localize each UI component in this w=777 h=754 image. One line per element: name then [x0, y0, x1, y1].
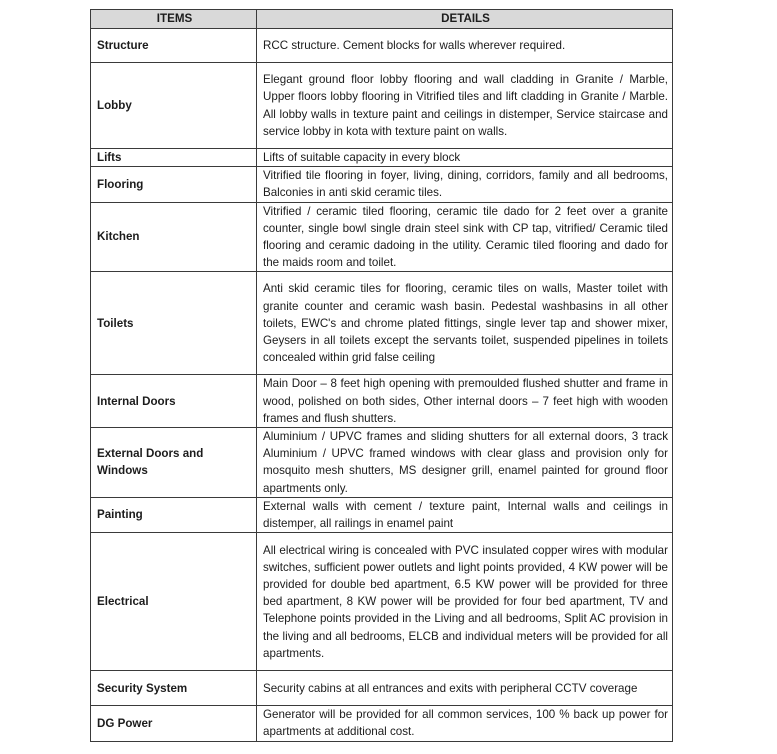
item-cell: Painting: [91, 497, 257, 532]
item-cell: External Doors and Windows: [91, 428, 257, 498]
table-row: [91, 167, 673, 202]
item-cell: Security System: [91, 671, 257, 706]
table-row: [91, 29, 673, 63]
details-cell: Main Door – 8 feet high opening with premoulded flushed shutter and frame in wood, polished on both sides, Other internal doors – 7 feet high with wooden frames and flush shutters.: [257, 375, 673, 428]
table-row: [91, 428, 673, 498]
table-row: [91, 272, 673, 375]
table-row: [91, 149, 673, 167]
table-row: [91, 533, 673, 671]
item-cell: Lobby: [91, 63, 257, 149]
table-row: [91, 706, 673, 741]
details-cell: Lifts of suitable capacity in every block: [257, 149, 673, 167]
item-cell: Internal Doors: [91, 375, 257, 428]
table-row: [91, 497, 673, 532]
item-cell: DG Power: [91, 706, 257, 741]
details-cell: RCC structure. Cement blocks for walls wherever required.: [257, 29, 673, 63]
item-cell: Structure: [91, 29, 257, 63]
table-row: [91, 671, 673, 706]
column-header-items: ITEMS: [91, 10, 257, 29]
details-cell: Anti skid ceramic tiles for flooring, ceramic tiles on walls, Master toilet with granite counter and ceramic wash basin. Pedestal washbasins in all other toilets, EWC's and chrome plated fittings, single lever tap and shower mixer, Geysers in all toilets except the servants toilet, suspended pipelines in toilets concealed within grid false ceiling: [257, 272, 673, 375]
item-cell: Lifts: [91, 149, 257, 167]
table-row: [91, 375, 673, 428]
item-cell: Electrical: [91, 533, 257, 671]
table-row: [91, 63, 673, 149]
table-header-row: [91, 10, 673, 29]
details-cell: External walls with cement / texture paint, Internal walls and ceilings in distemper, all railings in enamel paint: [257, 497, 673, 532]
details-cell: Elegant ground floor lobby flooring and wall cladding in Granite / Marble, Upper floors lobby flooring in Vitrified tiles and lift cladding in Granite / Marble. All lobby walls in texture paint and ceilings in distemper, Service staircase and service lobby in kota with texture paint on walls.: [257, 63, 673, 149]
details-cell: Aluminium / UPVC frames and sliding shutters for all external doors, 3 track Aluminium / UPVC framed windows with clear glass and provision only for mosquito mesh shutters, MS designer grill, enamel painted for ground floor apartments only.: [257, 428, 673, 498]
column-header-details: DETAILS: [257, 10, 673, 29]
table-row: [91, 202, 673, 272]
details-cell: Security cabins at all entrances and exits with peripheral CCTV coverage: [257, 671, 673, 706]
item-cell: Toilets: [91, 272, 257, 375]
details-cell: Vitrified / ceramic tiled flooring, ceramic tile dado for 2 feet over a granite counter, single bowl single drain steel sink with CP tap, vitrified/ Ceramic tiled flooring and ceramic dadoing in the utility. Ceramic tiled flooring and dado for the maids room and toilet.: [257, 202, 673, 272]
details-cell: Vitrified tile flooring in foyer, living, dining, corridors, family and all bedrooms, Balconies in anti skid ceramic tiles.: [257, 167, 673, 202]
specifications-table: [90, 9, 673, 742]
item-cell: Flooring: [91, 167, 257, 202]
details-cell: Generator will be provided for all common services, 100 % back up power for apartments at additional cost.: [257, 706, 673, 741]
item-cell: Kitchen: [91, 202, 257, 272]
details-cell: All electrical wiring is concealed with PVC insulated copper wires with modular switches, sufficient power outlets and light points provided, 4 KW power will be provided for double bed apartment, 6.5 KW power will be provided for three bed apartment, 8 KW power will be provided for four bed apartment, TV and Telephone points provided in the Living and all bedrooms, Split AC provision in the living and all bedrooms, ELCB and individual meters will be provided for all apartments.: [257, 533, 673, 671]
